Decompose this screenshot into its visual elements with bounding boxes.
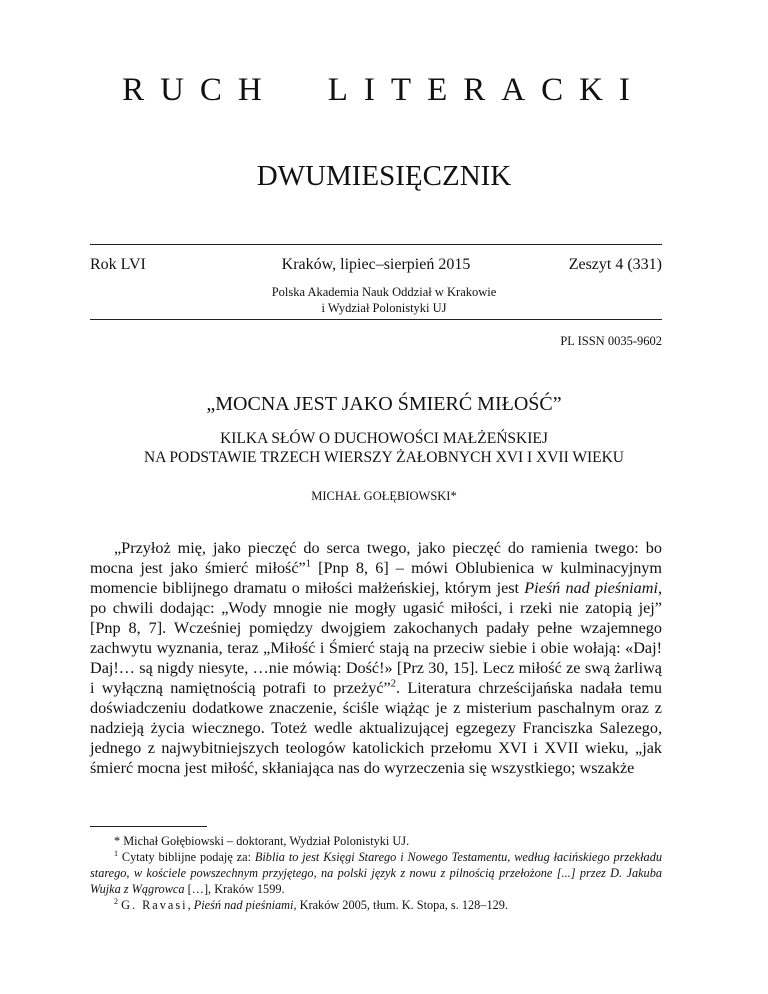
footnote-2-number: 2 <box>114 896 118 906</box>
footnote-2-text-b: , Kraków 2005, tłum. K. Stopa, s. 128–129. <box>293 898 508 912</box>
journal-title-part1: RUCH <box>122 72 278 108</box>
body-text-3: , po chwili dodając: „Wody mnogie nie mogły ugasić miłości, i rzeki nie zatopią jej” [Pnp 8, 7]. Wcześniej pomiędzy dwojgiem zakochanych padały pełne wzajemnego zachwytu wyznania, teraz „Miłość i Śmierć stają na przeciw siebie i obie wołają: «Daj! Daj!… są nigdy niesyte, …nie mówią: Dość!» [Prz 30, 15]. Lecz miłość ze swą żarliwą i wyłączną namiętnością potrafi to przeżyć” <box>90 579 662 697</box>
publisher-line-1: Polska Akademia Nauk Oddział w Krakowie <box>271 285 497 299</box>
footnote-1 <box>90 849 662 897</box>
publisher <box>0 284 768 316</box>
body-italic-title: Pieśń nad pieśniami <box>524 579 658 597</box>
footnote-1-text-b: […], Kraków 1599. <box>184 882 285 896</box>
footnote-1-number: 1 <box>114 848 118 858</box>
issue-info-row <box>90 256 662 278</box>
footnote-1-italic: Biblia to jest Księgi Starego i Nowego Testamentu, według łacińskiego przekładu starego, w kościele powszechnym przyjętego, na polski język z nowu z pilnością przełożone [...] przez D. Jakuba Wujka z Wągrowca <box>90 850 662 896</box>
issue-year: Rok LVI <box>90 256 146 273</box>
footnote-2-italic: Pieśń nad pieśniami <box>193 898 294 912</box>
journal-subtitle: DWUMIESIĘCZNIK <box>256 160 512 192</box>
journal-title <box>0 72 768 109</box>
article-subtitle-line-2: NA PODSTAWIE TRZECH WIERSZY ŻAŁOBNYCH XVI I XVII WIEKU <box>144 449 624 466</box>
body-text-1: „Przyłoż mię, jako pieczęć do serca twego, jako pieczęć do ramienia twego: bo mocna jest jako śmierć miłość” <box>90 539 662 577</box>
article-subtitle-line-1: KILKA SŁÓW O DUCHOWOŚCI MAŁŻEŃSKIEJ <box>220 430 548 447</box>
article-body <box>90 538 662 778</box>
footnote-2 <box>90 897 662 913</box>
footnote-author: * Michał Gołębiowski – doktorant, Wydział Polonistyki UJ. <box>114 834 410 848</box>
footnote-1-text-a: Cytaty biblijne podaję za: <box>118 850 255 864</box>
body-text-4: . Literatura chrześcijańska nadała temu doświadczeniu dodatkowe znaczenie, ściśle wiążąc je z misterium paschalnym oraz z nadzieją życia wiecznego. Toteż wedle aktualizującej egzegezy Franciszka Salezego, jednego z najwybitniejszych teologów katolickich przełomu XVI i XVII wieku, „jak śmierć mocna jest miłość, skłaniająca nas do wyrzeczenia się wszystkiego; wszakże <box>90 679 662 777</box>
article-title: „MOCNA JEST JAKO ŚMIERĆ MIŁOŚĆ” <box>206 393 562 415</box>
body-paragraph <box>90 538 662 778</box>
issn: PL ISSN 0035-9602 <box>560 334 662 348</box>
issue-number: Zeszyt 4 (331) <box>568 256 662 273</box>
footnotes <box>90 833 662 913</box>
article-subtitle <box>0 429 768 467</box>
footnote-2-author: G. Ravasi <box>121 898 188 912</box>
footnote-ref-1[interactable]: 1 <box>305 558 311 570</box>
body-text-2: [Pnp 8, 6] – mówi Oblubienica w kulminacyjnym momencie biblijnego dramatu o miłości małżeńskiej, którym jest <box>90 559 662 597</box>
bottom-divider <box>90 319 662 320</box>
top-divider <box>90 244 662 245</box>
publisher-line-2: i Wydział Polonistyki UJ <box>321 301 447 315</box>
article-author: MICHAŁ GOŁĘBIOWSKI* <box>311 489 457 503</box>
footnote-divider <box>90 826 207 827</box>
journal-title-part2: LITERACKI <box>327 72 646 108</box>
footnote-2-separator: , <box>187 898 194 912</box>
footnote-ref-2[interactable]: 2 <box>390 678 396 690</box>
issue-place-date: Kraków, lipiec–sierpień 2015 <box>281 256 471 273</box>
